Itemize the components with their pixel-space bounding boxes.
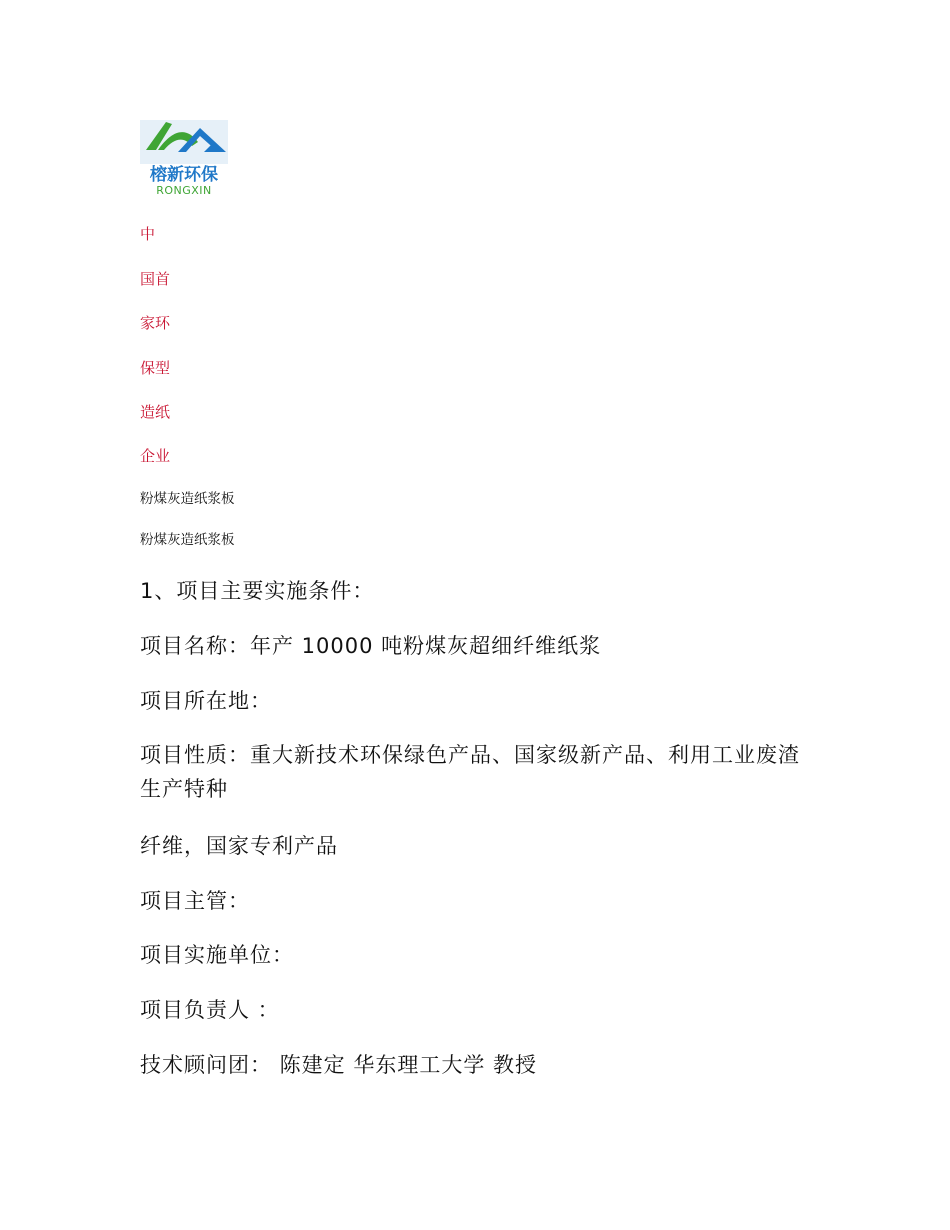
red-heading-line-6: 企业 xyxy=(140,447,171,465)
red-heading-line-3: 家环 xyxy=(140,314,171,332)
company-logo xyxy=(138,116,230,198)
red-heading-line-2: 国首 xyxy=(140,270,171,288)
project-leader: 项目负责人 ： xyxy=(140,998,280,1022)
project-supervisor: 项目主管： xyxy=(140,889,250,913)
product-label-2: 粉煤灰造纸浆板 xyxy=(140,532,235,548)
logo-brand-cn: 榕新环保 xyxy=(150,165,218,185)
technical-advisor: 技术顾问团： 陈建定 华东理工大学 教授 xyxy=(140,1053,538,1077)
project-nature: 项目性质：重大新技术环保绿色产品、国家级新产品、利用工业废渣生产特种 xyxy=(140,743,800,801)
red-heading-line-5: 造纸 xyxy=(140,403,171,421)
project-name: 项目名称：年产 10000 吨粉煤灰超细纤维纸浆 xyxy=(140,634,602,658)
project-location: 项目所在地： xyxy=(140,689,272,713)
project-nature-continued: 纤维，国家专利产品 xyxy=(140,834,338,858)
logo-brand-en: RONGXIN xyxy=(156,184,212,197)
red-heading-line-4: 保型 xyxy=(140,359,171,377)
project-unit: 项目实施单位： xyxy=(140,943,294,967)
section-title: 1、项目主要实施条件： xyxy=(140,579,375,603)
product-label-1: 粉煤灰造纸浆板 xyxy=(140,491,235,507)
rongxin-logo-icon xyxy=(138,116,230,198)
red-heading-line-1: 中 xyxy=(140,225,156,243)
